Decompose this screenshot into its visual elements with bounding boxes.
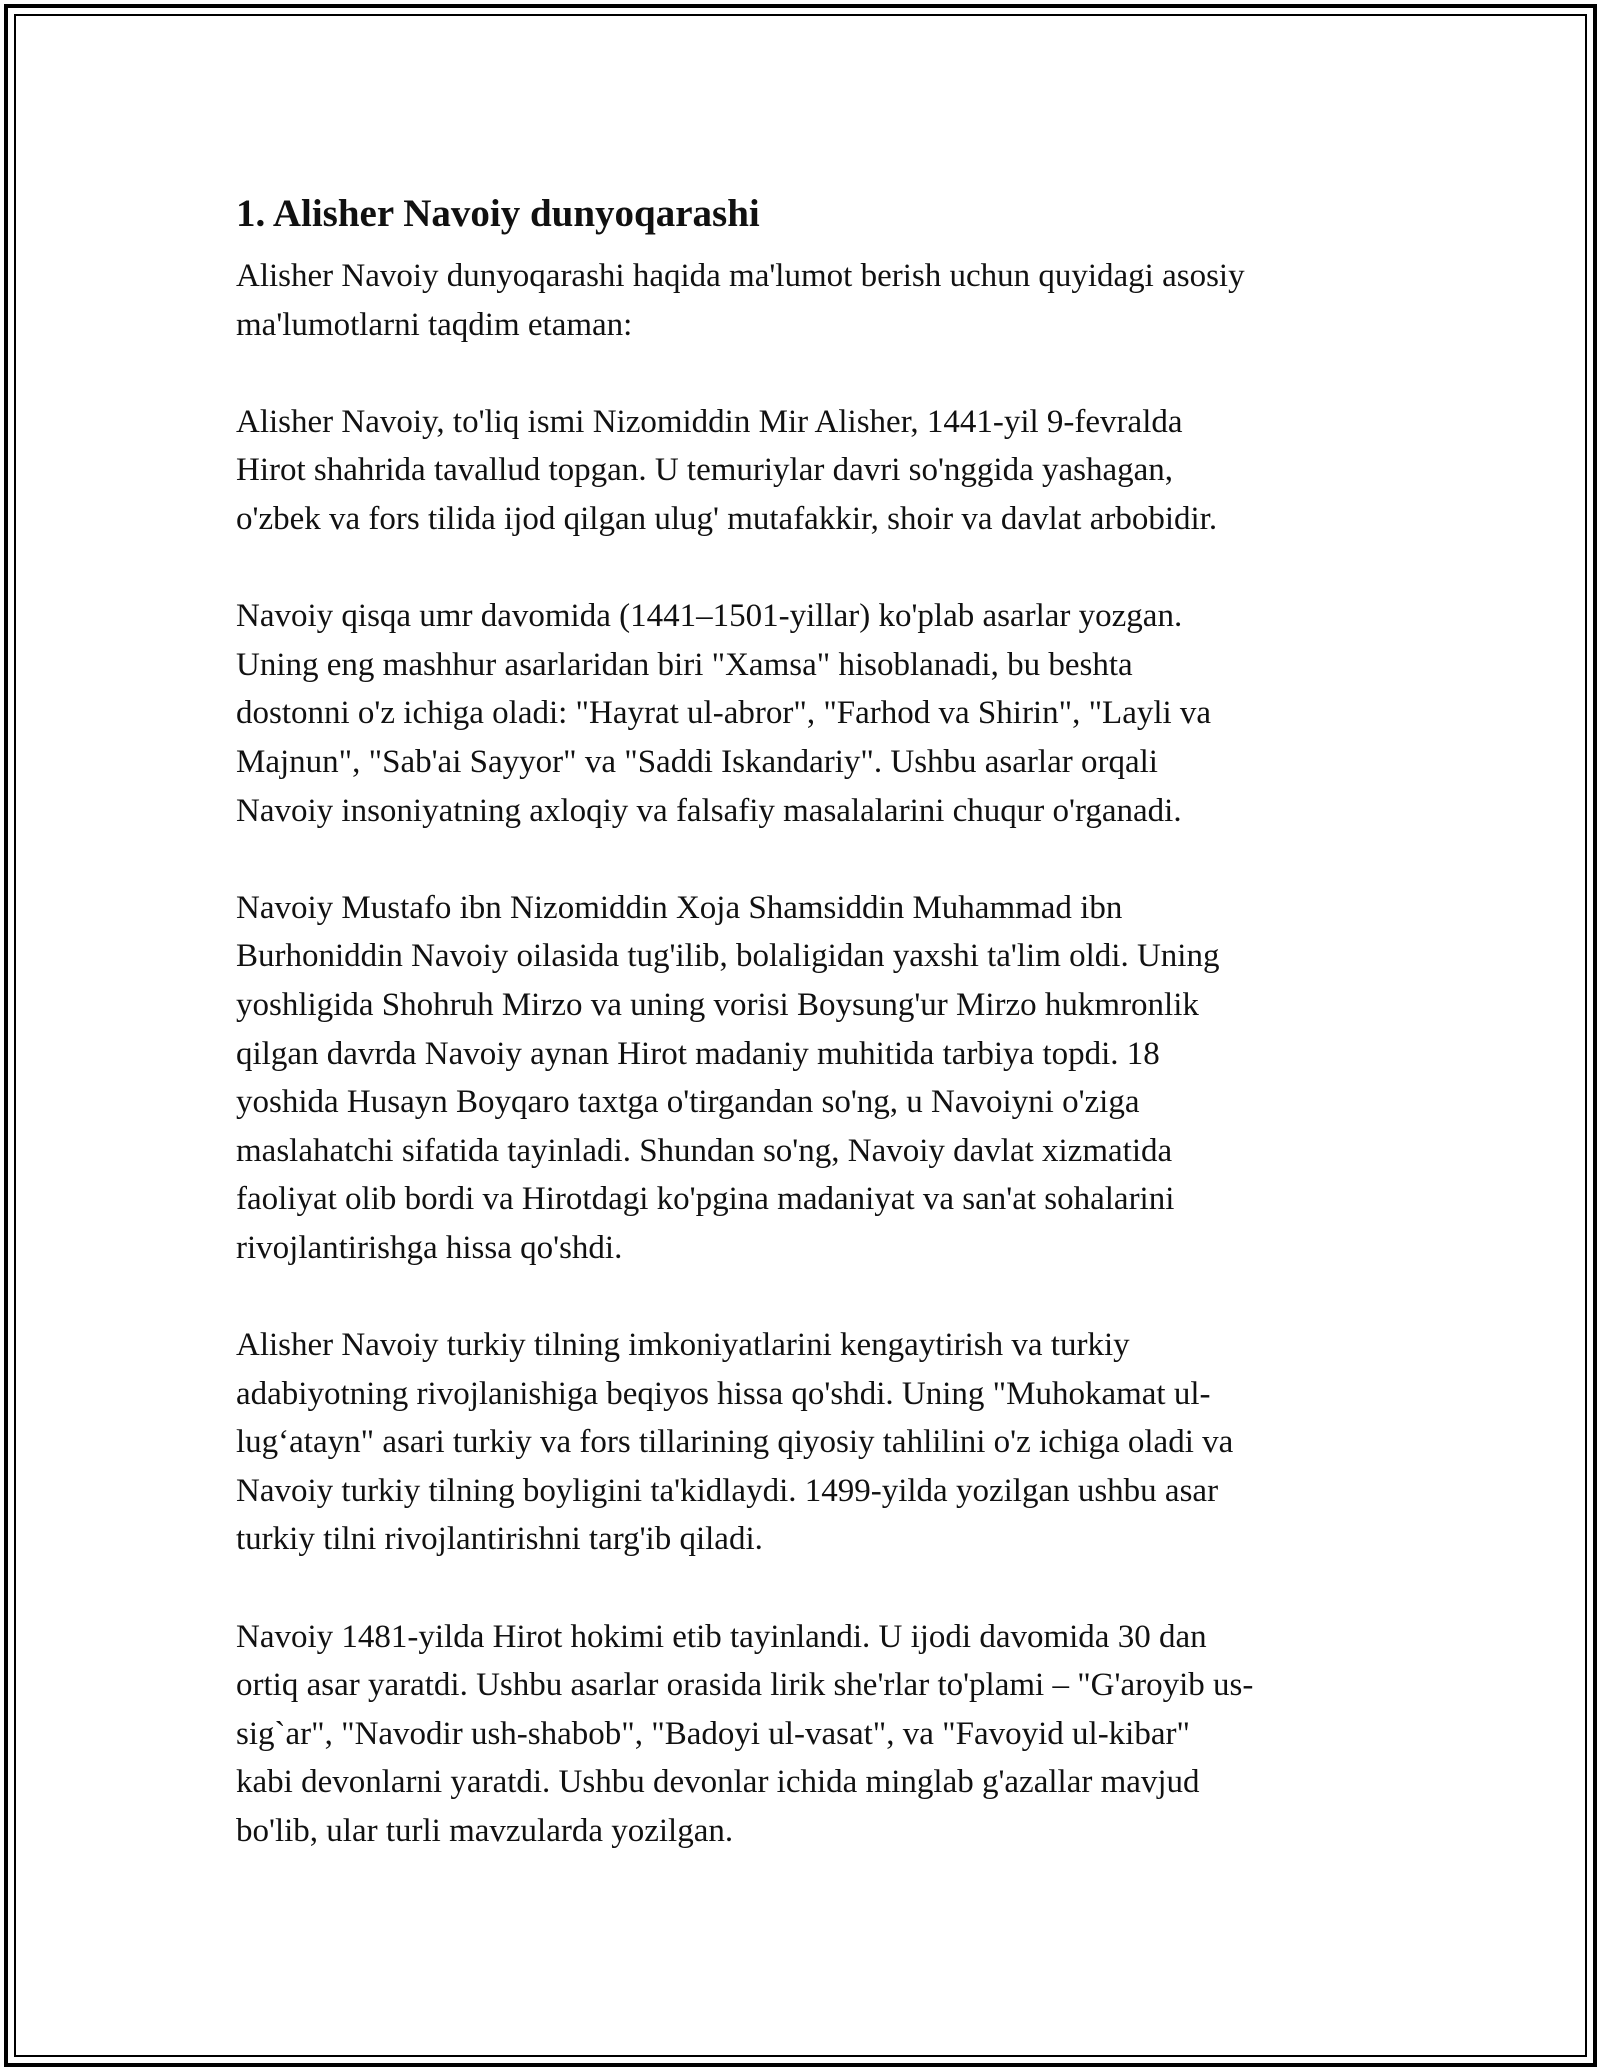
paragraph-line: kabi devonlarni yaratdi. Ushbu devonlar ichida minglab g'azallar mavjud — [236, 1764, 1200, 1801]
paragraph-line: Navoiy turkiy tilning boyligini ta'kidlaydi. 1499-yilda yozilgan ushbu asar — [236, 1472, 1219, 1509]
paragraph — [236, 592, 1376, 835]
paragraph-line: sig`ar", "Navodir ush-shabob", "Badoyi ul-vasat", va "Favoyid ul-kibar" — [236, 1715, 1190, 1752]
paragraph-line: lug‘atayn" asari turkiy va fors tillarining qiyosiy tahlilini o'z ichiga oladi va — [236, 1424, 1234, 1461]
paragraph-line: Alisher Navoiy, to'liq ismi Nizomiddin Mir Alisher, 1441-yil 9-fevralda — [236, 403, 1183, 440]
paragraph-line: adabiyotning rivojlanishiga beqiyos hissa qo'shdi. Uning "Muhokamat ul- — [236, 1375, 1211, 1412]
paragraph-line: ma'lumotlarni taqdim etaman: — [236, 306, 633, 343]
paragraph-line: bo'lib, ular turli mavzularda yozilgan. — [236, 1813, 734, 1849]
paragraph-line: Navoiy 1481-yilda Hirot hokimi etib tayinlandi. U ijodi davomida 30 dan — [236, 1618, 1207, 1655]
paragraph-line: turkiy tilni rivojlantirishni targ'ib qiladi. — [236, 1521, 763, 1558]
paragraph-line: faoliyat olib bordi va Hirotdagi ko'pgina madaniyat va san'at sohalarini — [236, 1181, 1175, 1218]
document-body — [236, 186, 1376, 1904]
paragraph-line: Alisher Navoiy turkiy tilning imkoniyatlarini kengaytirish va turkiy — [236, 1327, 1130, 1364]
paragraph-line: dostonni o'z ichiga oladi: "Hayrat ul-abror", "Farhod va Shirin", "Layli va — [236, 695, 1212, 732]
paragraph — [236, 884, 1376, 1273]
paragraph-line: qilgan davrda Navoiy aynan Hirot madaniy muhitida tarbiya topdi. 18 — [236, 1035, 1160, 1072]
paragraph-line: ortiq asar yaratdi. Ushbu asarlar orasida lirik she'rlar to'plami – "G'aroyib us- — [236, 1667, 1254, 1704]
paragraph-line: Majnun", "Sab'ai Sayyor" va "Saddi Iskandariy". Ushbu asarlar orqali — [236, 743, 1158, 780]
paragraph-line: Uning eng mashhur asarlaridan biri "Xamsa" hisoblanadi, bu beshta — [236, 646, 1133, 683]
paragraph — [236, 398, 1376, 544]
paragraph-line: o'zbek va fors tilida ijod qilgan ulug' mutafakkir, shoir va davlat arbobidir. — [236, 500, 1218, 537]
paragraph-line: Navoiy Mustafo ibn Nizomiddin Xoja Shamsiddin Muhammad ibn — [236, 889, 1123, 926]
paragraph-line: Navoiy insoniyatning axloqiy va falsafiy masalalarini chuqur o'rganadi. — [236, 792, 1182, 829]
paragraph-list — [236, 252, 1376, 1856]
paragraph-line: maslahatchi sifatida tayinladi. Shundan so'ng, Navoiy davlat xizmatida — [236, 1132, 1173, 1169]
paragraph-line: Hirot shahrida tavallud topgan. U temuriylar davri so'nggida yashagan, — [236, 452, 1174, 489]
paragraph-line: yoshligida Shohruh Mirzo va uning vorisi Boysung'ur Mirzo hukmronlik — [236, 986, 1199, 1023]
paragraph-line: Navoiy qisqa umr davomida (1441–1501-yillar) ko'plab asarlar yozgan. — [236, 598, 1183, 635]
paragraph-line: Alisher Navoiy dunyoqarashi haqida ma'lumot berish uchun quyidagi asosiy — [236, 258, 1245, 294]
paragraph-line: Burhoniddin Navoiy oilasida tug'ilib, bolaligidan yaxshi ta'lim oldi. Uning — [236, 938, 1220, 975]
paragraph-line: yoshida Husayn Boyqaro taxtga o'tirgandan so'ng, u Navoiyni o'ziga — [236, 1084, 1140, 1121]
paragraph — [236, 1321, 1376, 1564]
document-title: 1. Alisher Navoiy dunyoqarashi — [236, 192, 760, 235]
paragraph — [236, 1613, 1376, 1856]
paragraph — [236, 252, 1376, 349]
paragraph-line: rivojlantirishga hissa qo'shdi. — [236, 1229, 623, 1266]
